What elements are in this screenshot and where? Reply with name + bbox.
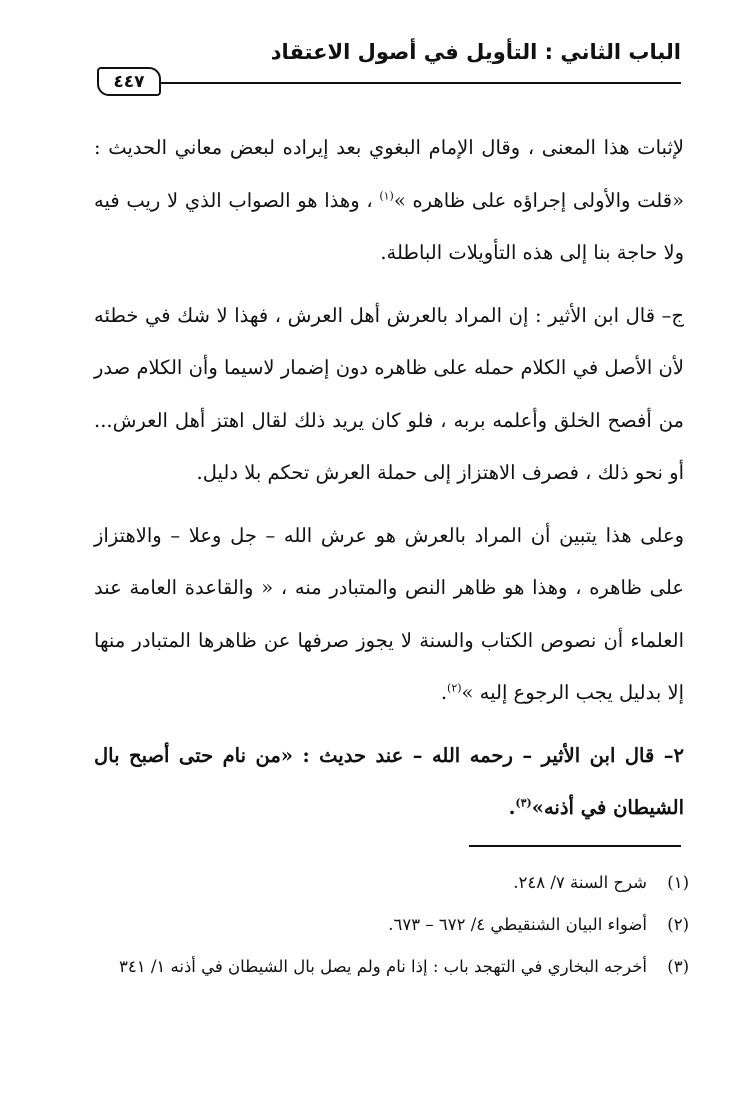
footnote-text: شرح السنة ٧/ ٢٤٨. [513, 873, 647, 892]
footnote-ref-2: (٢) [447, 681, 462, 695]
footnote-number: (٢) [667, 915, 689, 934]
header-rule [97, 82, 681, 84]
footnote-separator [469, 845, 681, 847]
footnote-number: (٣) [667, 957, 689, 976]
footnotes [94, 862, 689, 988]
paragraph-3-tail: . [440, 681, 448, 704]
footnote-text: أخرجه البخاري في التهجد باب : إذا نام ولم يصل بال الشيطان في أذنه ١/ ٣٤١ [119, 957, 647, 976]
footnote-number: (١) [667, 873, 689, 892]
footnote-ref-3: (٣) [515, 796, 532, 810]
main-text [94, 122, 684, 835]
page-number-badge [97, 67, 161, 96]
paragraph-3-text: وعلى هذا يتبين أن المراد بالعرش هو عرش الله – جل وعلا – والاهتزاز على ظاهره ، وهذا هو ظاهر النص والمتبادر منه ، « والقاعدة العامة عند العلماء أن نصوص الكتاب والسنة لا يجوز صرفها عن ظاهرها المتبادر منها إلا بدليل يجب الرجوع إليه » [94, 523, 684, 704]
paragraph-1-tail: ، وهذا هو الصواب الذي لا ريب فيه ولا حاجة بنا إلى هذه التأويلات الباطلة. [94, 188, 684, 264]
paragraph-2: ج– قال ابن الأثير : إن المراد بالعرش أهل العرش ، فهذا لا شك في خطئه لأن الأصل في الكلام حمله على ظاهره دون إضمار لاسيما وأن الكلام صدر من أفصح الخلق وأعلمه بربه ، فلو كان يريد ذلك لقال اهتز أهل العرش... أو نحو ذلك ، فصرف الاهتزاز إلى حملة العرش تحكم بلا دليل. [94, 303, 684, 484]
footnote-2 [94, 904, 689, 946]
footnote-ref-1: (١) [379, 189, 394, 202]
paragraph-3 [94, 510, 684, 720]
footnote-1 [94, 862, 689, 904]
paragraph-1 [94, 122, 684, 280]
paragraph-4-tail: . [508, 796, 516, 819]
paragraph-4 [94, 730, 684, 835]
footnote-text: أضواء البيان الشنقيطي ٤/ ٦٧٢ – ٦٧٣. [388, 915, 647, 934]
running-header [97, 36, 681, 92]
paragraph-4-text: ٢– قال ابن الأثير – رحمه الله – عند حديث : «من نام حتى أصبح بال الشيطان في أذنه» [94, 743, 684, 819]
paragraph-1-text: لإثبات هذا المعنى ، وقال الإمام البغوي بعد إيراده لبعض معاني الحديث : «قلت والأولى إجراؤه على ظاهره » [94, 136, 684, 212]
footnote-3 [94, 946, 689, 988]
page-number: ٤٤٧ [113, 71, 145, 92]
chapter-title: الباب الثاني : التأويل في أصول الاعتقاد [270, 40, 681, 64]
